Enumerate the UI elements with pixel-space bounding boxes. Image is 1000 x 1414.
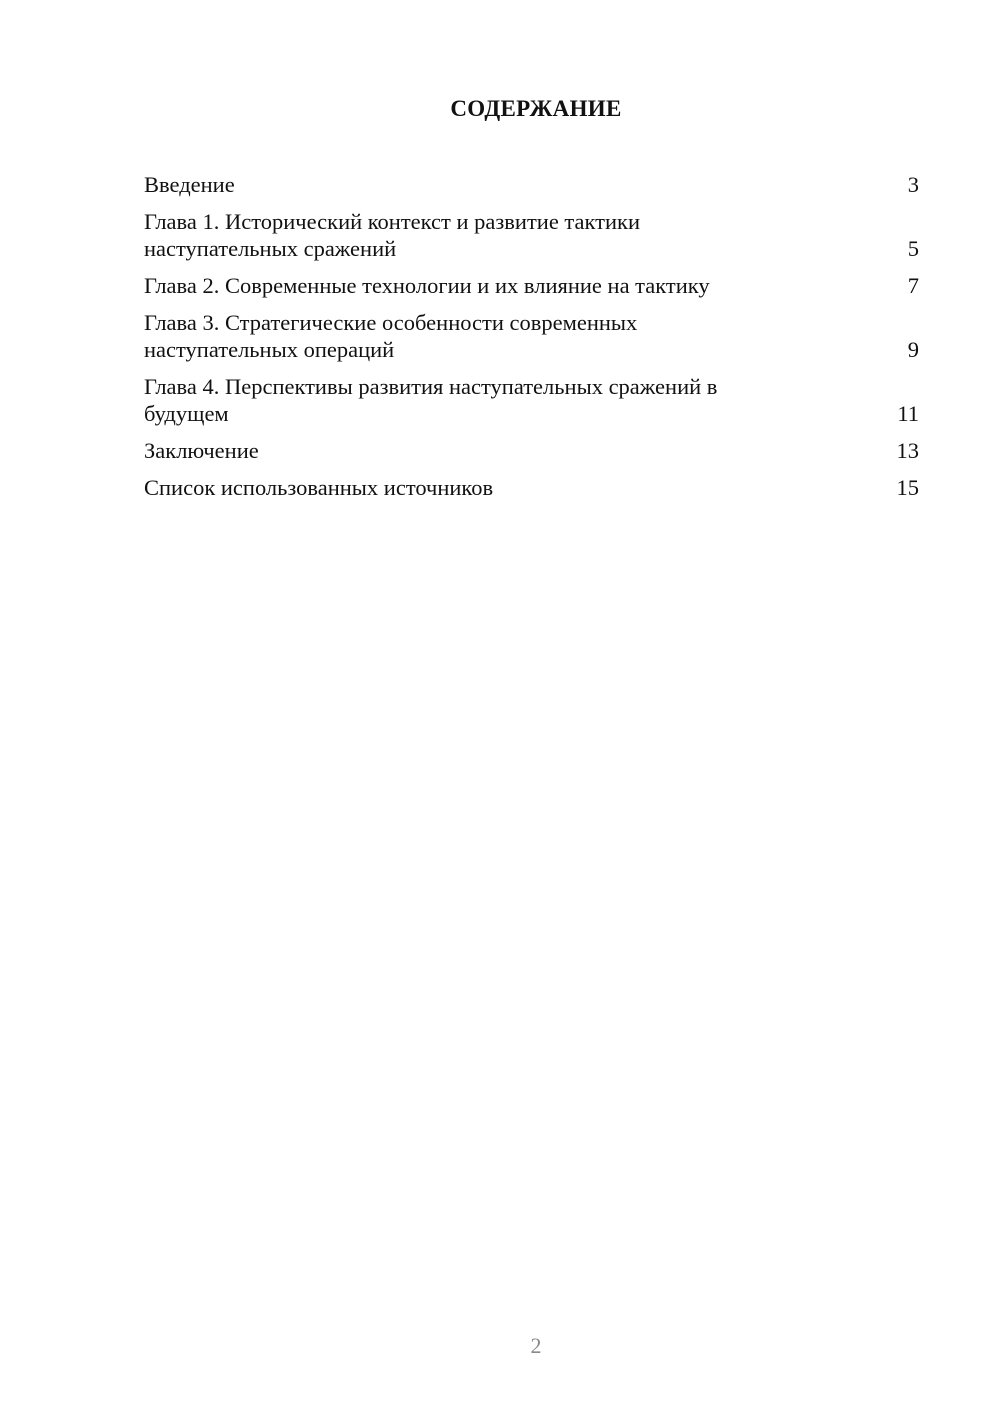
toc-heading: СОДЕРЖАНИЕ [450, 96, 622, 121]
toc-entry-conclusion [144, 437, 919, 464]
toc-entry-title: Глава 3. Стратегические особенности современных наступательных операций [144, 310, 638, 362]
page-number: 2 [530, 1333, 542, 1358]
toc-entry-introduction [144, 171, 919, 198]
toc-entry-title: Список использованных источников [144, 475, 494, 500]
toc-entry-title: Заключение [144, 438, 259, 463]
toc-entry-page: 11 [897, 401, 919, 426]
toc-entry-page: 7 [907, 273, 919, 298]
toc-entry-references [144, 474, 919, 501]
toc-entry-chapter-2 [144, 272, 919, 299]
toc-entry-chapter-3 [144, 309, 919, 363]
toc-entry-page: 3 [907, 172, 919, 197]
toc-entry-page: 5 [907, 236, 919, 261]
toc-entry-page: 15 [896, 475, 919, 500]
toc-entry-title: Глава 2. Современные технологии и их влияние на тактику [144, 273, 710, 298]
toc-entry-chapter-4 [144, 373, 919, 427]
toc-entry-title: Глава 1. Исторический контекст и развитие тактики наступательных сражений [144, 209, 640, 261]
toc-entry-title: Глава 4. Перспективы развития наступательных сражений в будущем [144, 374, 718, 426]
toc-entry-page: 9 [907, 337, 919, 362]
table-of-contents [144, 171, 919, 511]
toc-entry-chapter-1 [144, 208, 919, 262]
toc-entry-page: 13 [896, 438, 919, 463]
toc-entry-title: Введение [144, 172, 235, 197]
